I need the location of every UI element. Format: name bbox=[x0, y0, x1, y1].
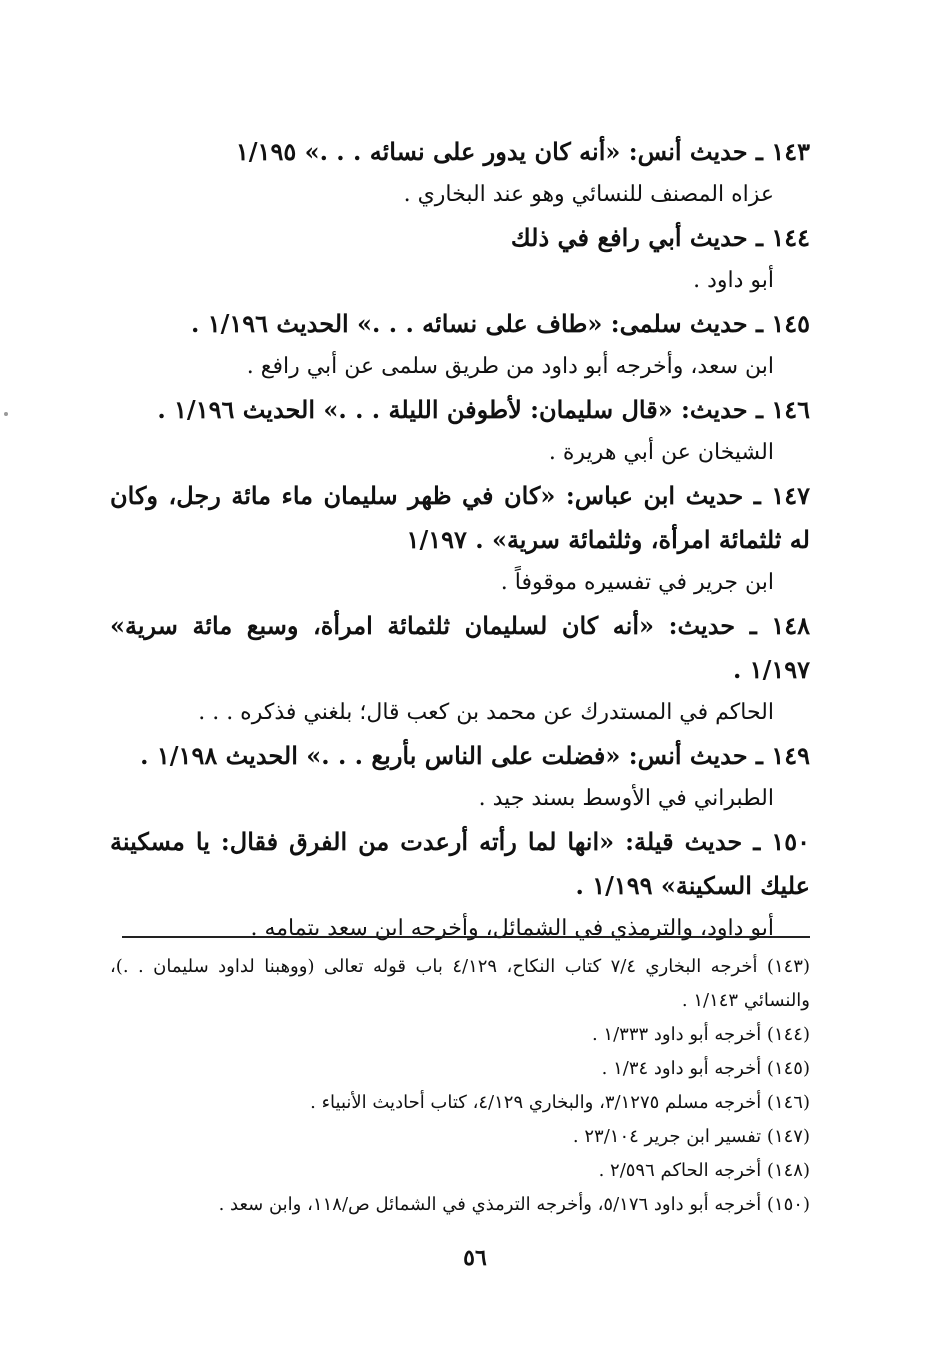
footnote-divider bbox=[122, 936, 810, 938]
hadith-heading: ١٤٩ ـ حديث أنس: «فضلت على الناس بأربع . . .» الحديث ١/١٩٨ . bbox=[140, 741, 810, 770]
footnote: (١٤٣) أخرجه البخاري ٧/٤ كتاب النكاح، ٤/١٢٩ باب قوله تعالى (ووهبنا لداود سليمان . .)، والنسائي ١/١٤٣ . bbox=[110, 956, 810, 1011]
footnote: (١٤٦) أخرجه مسلم ٣/١٢٧٥، والبخاري ٤/١٢٩، كتاب أحاديث الأنبياء . bbox=[310, 1092, 810, 1113]
hadith-heading: ١٤٤ ـ حديث أبي رافع في ذلك bbox=[510, 223, 810, 252]
hadith-entry bbox=[110, 820, 810, 950]
footnote: (١٤٨) أخرجه الحاكم ٢/٥٩٦ . bbox=[598, 1160, 810, 1181]
hadith-heading: ١٤٦ ـ حديث: «قال سليمان: لأطوفن الليلة . . .» الحديث ١/١٩٦ . bbox=[157, 395, 810, 424]
hadith-source: أبو داود، والترمذي في الشمائل، وأخرجه ابن سعد بتمامه . bbox=[250, 916, 774, 941]
hadith-entry bbox=[110, 474, 810, 604]
hadith-source: ابن سعد، وأخرجه أبو داود من طريق سلمى عن أبي رافع . bbox=[246, 354, 774, 379]
hadith-source: ابن جرير في تفسيره موقوفاً . bbox=[500, 570, 774, 595]
page-number: ٥٦ bbox=[463, 1245, 487, 1271]
footnote: (١٥٠) أخرجه أبو داود ٥/١٧٦، وأخرجه الترمذي في الشمائل ص/١١٨، وابن سعد . bbox=[218, 1194, 810, 1215]
hadith-source: الحاكم في المستدرك عن محمد بن كعب قال؛ بلغني فذكره . . . bbox=[198, 700, 774, 725]
footnotes bbox=[110, 950, 810, 1222]
footnote: (١٤٧) تفسير ابن جرير ٢٣/١٠٤ . bbox=[572, 1126, 810, 1147]
hadith-source: أبو داود . bbox=[693, 268, 774, 293]
hadith-source: الطبراني في الأوسط بسند جيد . bbox=[478, 786, 774, 811]
scan-mark bbox=[4, 412, 8, 416]
hadith-source: عزاه المصنف للنسائي وهو عند البخاري . bbox=[403, 182, 774, 207]
footnote: (١٤٤) أخرجه أبو داود ١/٣٣٣ . bbox=[591, 1024, 810, 1045]
hadith-heading: ١٤٧ ـ حديث ابن عباس: «كان في ظهر سليمان ماء مائة رجل، وكان له ثلثمائة امرأة، وثلثمائة سرية» . ١/١٩٧ bbox=[110, 481, 810, 554]
hadith-heading: ١٤٣ ـ حديث أنس: «أنه كان يدور على نسائه . . .» ١/١٩٥ bbox=[235, 137, 810, 166]
hadith-entry bbox=[110, 388, 810, 474]
hadith-list bbox=[110, 130, 810, 950]
hadith-entry bbox=[110, 604, 810, 734]
hadith-entry bbox=[110, 216, 810, 302]
hadith-heading: ١٤٨ ـ حديث: «أنه كان لسليمان ثلثمائة امرأة، وسبع مائة سرية» ١/١٩٧ . bbox=[110, 611, 810, 684]
hadith-entry bbox=[110, 734, 810, 820]
hadith-heading: ١٤٥ ـ حديث سلمى: «طاف على نسائه . . .» الحديث ١/١٩٦ . bbox=[190, 309, 810, 338]
footnote: (١٤٥) أخرجه أبو داود ١/٣٤ . bbox=[601, 1058, 810, 1079]
hadith-heading: ١٥٠ ـ حديث قيلة: «انها لما رأته أرعدت من الفرق فقال: يا مسكينة عليك السكينة» ١/١٩٩ . bbox=[110, 827, 810, 900]
hadith-entry bbox=[110, 302, 810, 388]
hadith-source: الشيخان عن أبي هريرة . bbox=[548, 440, 774, 465]
hadith-entry bbox=[110, 130, 810, 216]
